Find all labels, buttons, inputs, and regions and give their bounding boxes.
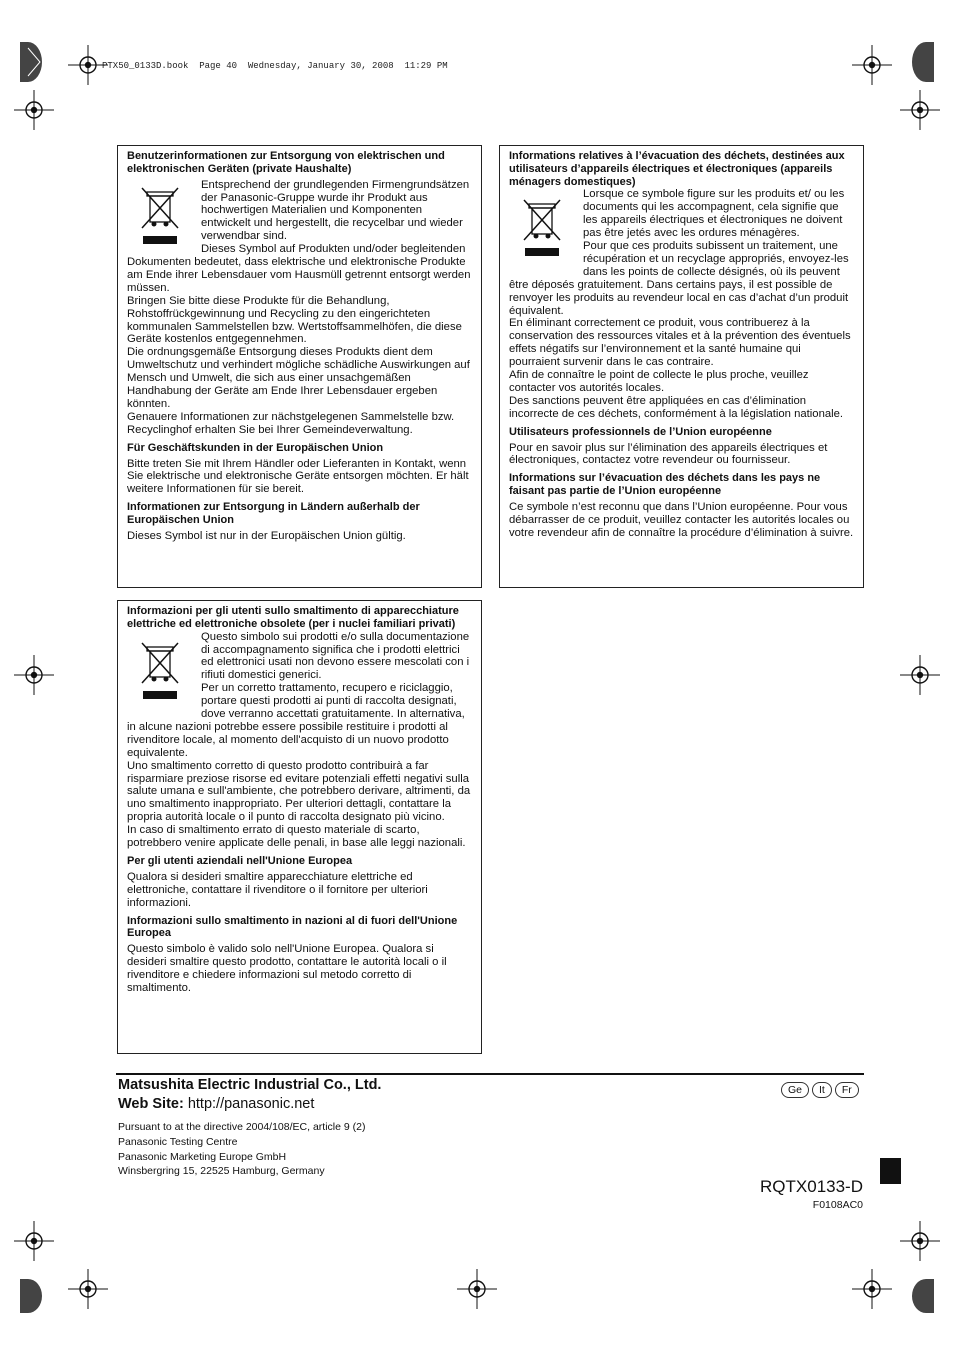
german-outside-heading: Informationen zur Entsorgung in Ländern außerhalb der Europäischen Union — [127, 501, 420, 527]
language-badges — [781, 1082, 859, 1098]
page-edge-tab — [880, 1158, 901, 1184]
print-header: PTX50_0133D.book Page 40 Wednesday, January 30, 2008 11:29 PM — [102, 61, 448, 71]
language-badge: Fr — [835, 1082, 859, 1098]
italian-outside-heading: Informazioni sullo smaltimento in nazioni al di fuori dell'Unione Europea — [127, 914, 458, 940]
registration-mark-icon — [68, 1269, 108, 1309]
address-line: Pursuant to at the directive 2004/108/EC, article 9 (2) — [118, 1121, 366, 1133]
registration-mark-icon — [900, 1221, 940, 1261]
language-badge: It — [812, 1082, 832, 1098]
color-bar-mark-icon — [20, 1279, 42, 1313]
address-line: Winsbergring 15, 22525 Hamburg, Germany — [118, 1165, 325, 1178]
italian-outside-text: Questo simbolo è valido solo nell'Unione Europea. Qualora si desideri smaltire questo prodotto, contattare le autorità locali o il rivenditore e chiedere informazioni sul metodo corretto di smaltimento. — [127, 943, 447, 994]
model-code: RQTX0133-D — [760, 1177, 863, 1196]
german-title: Benutzerinformationen zur Entsorgung von elektrischen und elektronischen Geräten (private Haushalte) — [127, 150, 445, 175]
french-paragraph: En éliminant correctement ce produit, vous contribuerez à la conservation des ressources vitales et à la prévention des éventuels effets négatifs sur l’environnement et la santé humaine qui pourraient survenir dans le cas contraire. — [509, 317, 851, 369]
german-paragraph: Bringen Sie bitte diese Produkte für die Behandlung, Rohstoffrückgewinnung und Recycling zu den eingerichteten kommunalen Sammelstellen bzw. Wertstoffsammelhöfen, die diese Geräte kostenlos entgegennehmen. — [127, 294, 462, 346]
address-line: Panasonic Marketing Europe GmbH — [118, 1150, 287, 1163]
french-intro: Lorsque ce symbole figure sur les produits et/ ou les documents qui les accompagnent, cela signifie que les appareils électriques et électroniques ne doivent pas être jetés avec les ordures ménagères. — [583, 188, 845, 240]
weee-bin-icon — [127, 633, 193, 707]
color-bar-mark-icon — [20, 42, 42, 82]
french-disposal-box — [499, 145, 864, 588]
address-line: Panasonic Testing Centre — [118, 1135, 238, 1148]
italian-paragraph: Uno smaltimento corretto di questo prodotto contribuirà a far risparmiare preziose risorse ed evitare potenziali effetti negativi sulla salute umana e sull'ambiente, che potrebbero derivare, altrimenti, da uno smaltimento inappropriato. Per ulteriori dettagli, contattare la propria autorità locale o il punto di raccolta designato più vicino. — [127, 759, 471, 824]
german-paragraph: Genauere Informationen zur nächstgelegenen Sammelstelle bzw. Recyclinghof erhalten Sie bei Ihrer Gemeindeverwaltung. — [127, 410, 455, 436]
registration-mark-icon — [900, 655, 940, 695]
weee-bin-icon — [509, 190, 575, 264]
registration-mark-icon — [14, 1221, 54, 1261]
color-bar-mark-icon — [912, 42, 934, 82]
french-paragraph: Des sanctions peuvent être appliquées en cas d’élimination incorrecte de ces déchets, conformément à la législation nationale. — [509, 394, 844, 420]
registration-mark-icon — [14, 655, 54, 695]
french-outside-heading: Informations sur l’évacuation des déchets dans les pays ne faisant pas partie de l’Union européenne — [509, 472, 821, 498]
web-site-label: Web Site: — [118, 1096, 184, 1112]
german-intro: Entsprechend der grundlegenden Firmengrundsätzen der Panasonic-Gruppe wurde ihr Produkt aus hochwertigen Materialien und Komponenten entwickelt und hergestellt, die recycelbar und wieder verwendbar sind. — [201, 178, 470, 243]
weee-bin-icon — [127, 178, 193, 252]
italian-title: Informazioni per gli utenti sullo smaltimento di apparecchiature elettriche ed elettroniche obsolete (per i nuclei familiari privati) — [127, 605, 459, 630]
address-block — [118, 1120, 365, 1179]
german-business-text: Bitte treten Sie mit Ihrem Händler oder Lieferanten in Kontakt, wenn Sie elektrische und elektronische Geräte entsorgen möchten. Er hält weitere Informationen für sie bereit. — [127, 457, 469, 496]
registration-mark-icon — [457, 1269, 497, 1309]
print-code: F0108AC0 — [812, 1199, 863, 1211]
italian-intro: Questo simbolo sui prodotti e/o sulla documentazione di accompagnamento significa che i prodotti elettrici ed elettronici usati non devono essere mescolati con i rifiuti domestici generici. — [201, 630, 470, 682]
french-business-heading: Utilisateurs professionnels de l’Union européenne — [509, 425, 772, 438]
french-outside-text: Ce symbole n’est reconnu que dans l’Union européenne. Pour vous débarrasser de ce produit, veuillez contacter les autorités locales ou votre revendeur afin de connaître la procédure d’élimination à suivre. — [509, 500, 854, 539]
german-paragraph: Die ordnungsgemäße Entsorgung dieses Produkts dient dem Umweltschutz und verhindert mögliche schädliche Auswirkungen auf Mensch und Umwelt, die sich aus einer unsachgemäßen Handhabung der Geräte am Ende Ihrer Lebensdauer ergeben könnten. — [127, 346, 470, 410]
italian-business-heading: Per gli utenti aziendali nell'Unione Europea — [127, 855, 353, 867]
german-outside-text: Dieses Symbol ist nur in der Europäischen Union gültig. — [127, 529, 406, 542]
registration-mark-icon — [852, 45, 892, 85]
italian-business-text: Qualora si desideri smaltire apparecchiature elettriche ed elettroniche, contattare il rivenditore o il fornitore per ulteriori informazioni. — [127, 870, 428, 909]
registration-mark-icon — [68, 45, 108, 85]
french-title: Informations relatives à l’évacuation des déchets, destinées aux utilisateurs d’appareils électriques et électroniques (appareils ménagers domestiques) — [509, 150, 845, 188]
german-disposal-box — [117, 145, 482, 588]
registration-mark-icon — [900, 90, 940, 130]
registration-mark-icon — [14, 90, 54, 130]
french-paragraph: Pour que ces produits subissent un traitement, une récupération et un recyclage appropriés, envoyez-les dans les points de collecte désignés, où ils peuvent être déposés gratuitement. Dans certains pays, il est possible de renvoyer les produits au revendeur local en cas d’achat d’un produit équivalent. — [509, 240, 849, 317]
french-paragraph: Afin de connaître le point de collecte le plus proche, veuillez contacter vos autorités locales. — [509, 369, 809, 394]
web-site-url[interactable]: http://panasonic.net — [187, 1096, 315, 1112]
company-name: Matsushita Electric Industrial Co., Ltd. — [118, 1077, 382, 1093]
footer-divider — [116, 1073, 864, 1075]
french-business-text: Pour en savoir plus sur l’élimination des appareils électriques et électroniques, contactez votre revendeur ou fournisseur. — [509, 441, 828, 467]
web-site — [118, 1096, 314, 1112]
color-bar-mark-icon — [912, 1279, 934, 1313]
german-business-heading: Für Geschäftskunden in der Europäischen Union — [127, 441, 384, 454]
italian-paragraph: Per un corretto trattamento, recupero e riciclaggio, portare questi prodotti ai punti di raccolta designati, dove verranno accettati gratuitamente. In alternativa, in alcune nazioni potrebbe essere possibile restituire i prodotti al rivenditore locale, al momento dell'acquisto di un nuovo prodotto equivalente. — [127, 682, 465, 759]
italian-paragraph: In caso di smaltimento errato di questo materiale di scarto, potrebbero venire applicate delle penali, in base alle leggi nazionali. — [127, 824, 466, 850]
registration-mark-icon — [852, 1269, 892, 1309]
italian-disposal-box — [117, 600, 482, 1054]
german-paragraph: Dieses Symbol auf Produkten und/oder begleitenden Dokumenten bedeutet, dass elektrische und elektronische Produkte am Ende ihrer Lebensdauer vom Hausmüll getrennt entsorgt werden müssen. — [127, 243, 471, 294]
language-badge: Ge — [781, 1082, 809, 1098]
